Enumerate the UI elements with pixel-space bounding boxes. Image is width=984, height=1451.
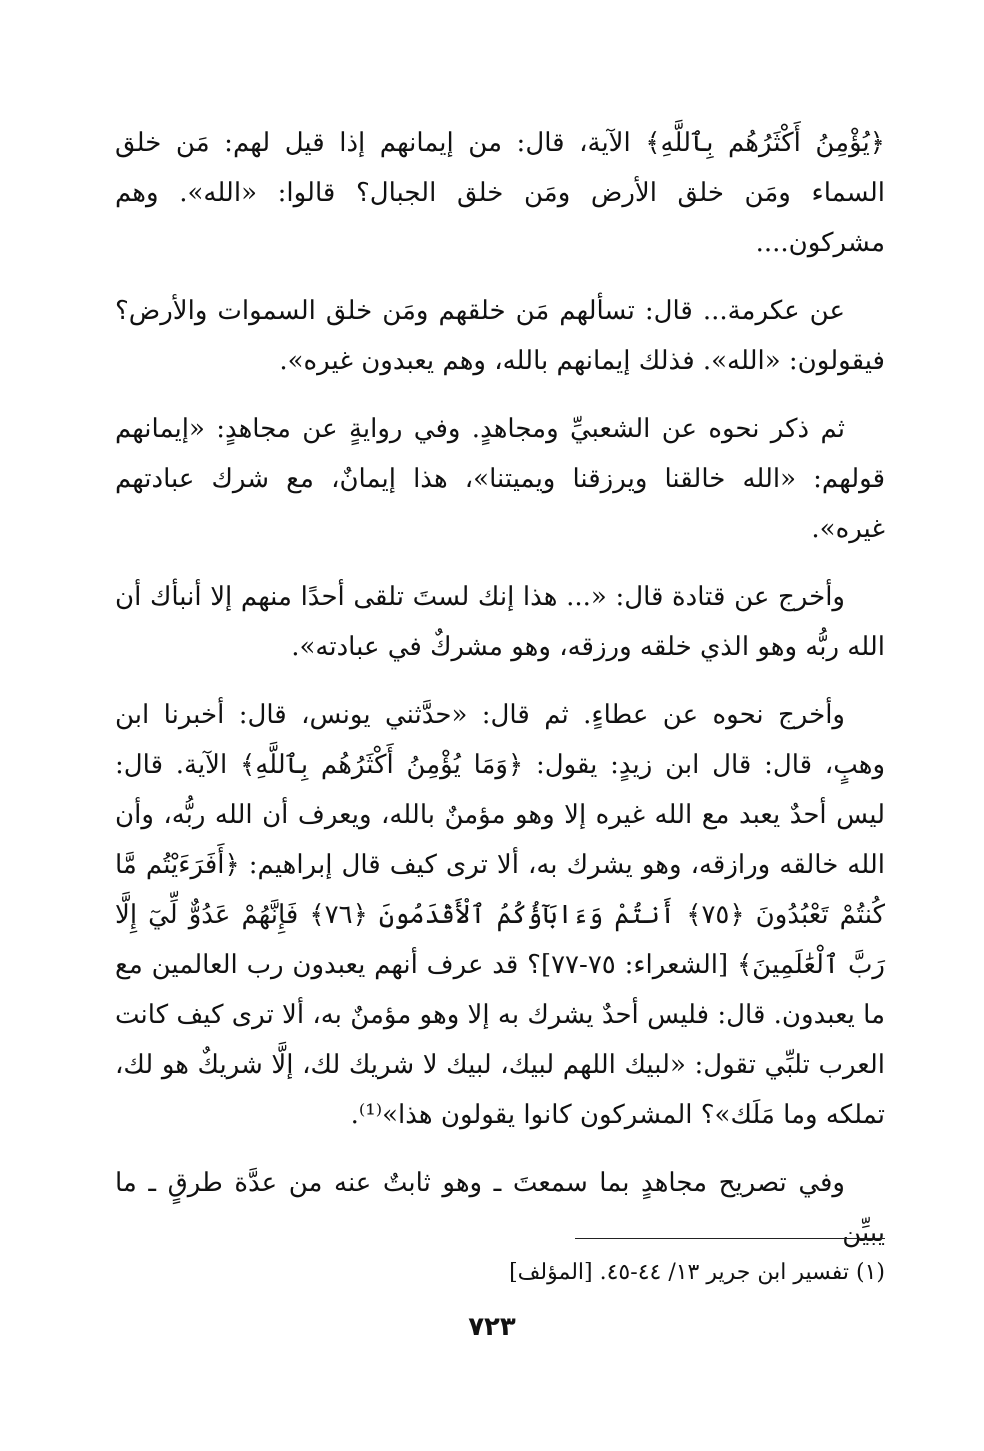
paragraph-3: ثم ذكر نحوه عن الشعبيِّ ومجاهدٍ. وفي روايةٍ عن مجاهدٍ: «إيمانهم قولهم: «الله خالقنا ويرزقنا ويميتنا»، هذا إيمانٌ، مع شرك عبادتهم غيره». bbox=[115, 414, 885, 544]
paragraph-5: وأخرج نحوه عن عطاءٍ. ثم قال: «حدَّثني يونس، قال: أخبرنا ابن وهبٍ، قال: قال ابن زيدٍ: يقول: ﴿وَمَا يُؤْمِنُ أَكْثَرُهُم بِٱللَّهِ﴾ الآية. قال: ليس أحدٌ يعبد مع الله غيره إلا وهو مؤمنٌ بالله، ويعرف أن الله ربُّه، وأن الله خالقه ورازقه، وهو يشرك به، ألا ترى كيف قال إبراهيم: ﴿أَفَرَءَيْتُم مَّا كُنتُمْ تَعْبُدُونَ ﴿٧٥﴾ أَنتُمْ وَءَابَآؤُكُمُ ٱلْأَقْدَمُونَ ﴿٧٦﴾ فَإِنَّهُمْ عَدُوٌّ لِّيٓ إِلَّا رَبَّ ٱلْعَٰلَمِينَ﴾ [الشعراء: ٧٥-٧٧]؟ قد عرف أنهم يعبدون رب العالمين مع ما يعبدون. قال: فليس أحدٌ يشرك به إلا وهو مؤمنٌ به، ألا ترى كيف كانت العرب تلبِّي تقول: «لبيك اللهم لبيك، لبيك لا شريك لك، إلَّا شريكٌ هو لك، تملكه وما مَلَك»؟ المشركون كانوا يقولون هذا»⁽¹⁾. bbox=[115, 700, 886, 1130]
page-number: ٧٢٣ bbox=[468, 1312, 516, 1342]
main-text-block bbox=[115, 118, 885, 1258]
footnote: (١) تفسير ابن جرير ١٣/ ٤٤-٤٥. [المؤلف] bbox=[509, 1260, 885, 1285]
paragraph-2: عن عكرمة... قال: تسألهم مَن خلقهم ومَن خلق السموات والأرض؟ فيقولون: «الله». فذلك إيمانهم بالله، وهم يعبدون غيره». bbox=[115, 296, 885, 376]
footnote-divider bbox=[575, 1238, 885, 1239]
paragraph-4: وأخرج عن قتادة قال: «... هذا إنك لستَ تلقى أحدًا منهم إلا أنبأك أن الله ربُّه وهو الذي خلقه ورزقه، وهو مشركٌ في عبادته». bbox=[115, 582, 885, 662]
paragraph-1: ﴿يُؤْمِنُ أَكْثَرُهُم بِٱللَّهِ﴾ الآية، قال: من إيمانهم إذا قيل لهم: مَن خلق السماء ومَن خلق الأرض ومَن خلق الجبال؟ قالوا: «الله». وهم مشركون.... bbox=[115, 128, 885, 258]
paragraph-6: وفي تصريح مجاهدٍ بما سمعتَ ـ وهو ثابتٌ عنه من عدَّة طرقٍ ـ ما يبيِّن bbox=[115, 1168, 885, 1248]
